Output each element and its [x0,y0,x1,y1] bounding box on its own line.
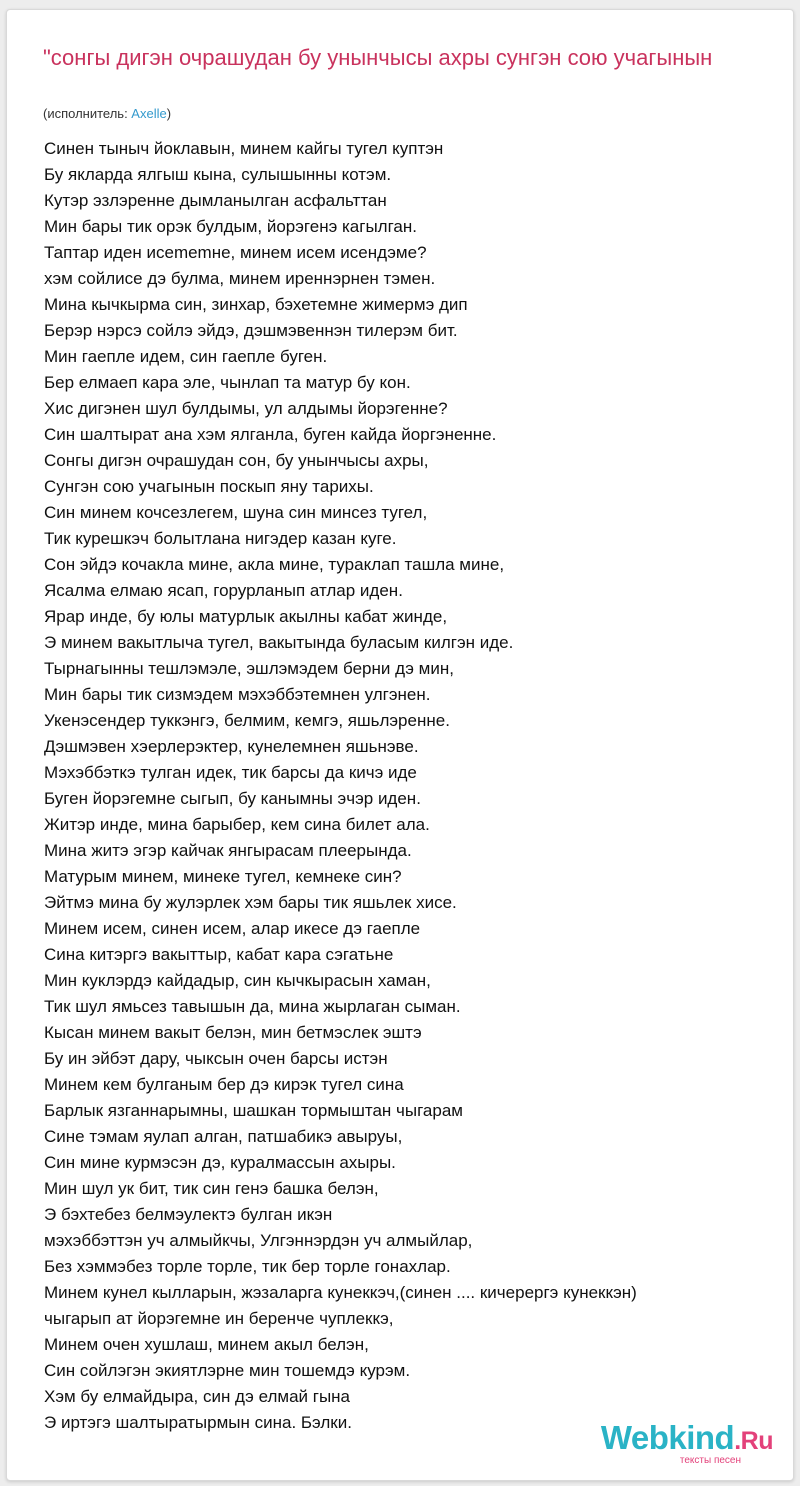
lyric-line: Син мине курмэсэн дэ, куралмассын ахыры. [44,1153,396,1172]
site-logo[interactable] [601,1421,773,1466]
lyric-line: Тик шул ямьсез тавышын да, мина жырлаган сыман. [44,997,461,1016]
lyric-line: Житэр инде, мина барыбер, кем сина билет ала. [44,815,430,834]
lyric-line: Дэшмэвен хэерлерэктер, кунелемнен яшьнэве. [44,737,419,756]
artist-link[interactable]: Axelle [131,106,167,121]
lyric-line: Минем исем, синен исем, алар икесе дэ гаепле [44,919,421,938]
lyric-line: Тик курешкэч болытлана нигэдер казан куге. [44,529,397,548]
lyric-line: Минем очен хушлаш, минем акыл белэн, [44,1335,369,1354]
lyric-line: Э бэхтебез белмэулектэ булган икэн [44,1205,333,1224]
lyric-line: Сунгэн сою учагынын поскып яну тарихы. [44,477,374,496]
lyric-line: Мина кычкырма син, зинхар, бэхетемне жимермэ дип [44,295,468,314]
lyric-line: чыгарып ат йорэгемне ин беренче чуплеккэ, [44,1309,394,1328]
lyric-line: Сон эйдэ кочакла мине, акла мине, тураклап ташла мине, [44,555,505,574]
lyric-line: Сине тэмам яулап алган, патшабикэ авыруы, [44,1127,403,1146]
lyric-line: Укенэсендер туккэнгэ, белмим, кемгэ, яшьлэренне. [44,711,450,730]
lyric-line: Сина китэргэ вакыттыр, кабат кара сэгатьне [44,945,394,964]
lyric-line: Хис дигэнен шул булдымы, ул алдымы йорэгенне? [44,399,448,418]
lyric-line: Мин гаепле идем, син гаепле буген. [44,347,328,366]
lyrics-card [6,9,794,1481]
lyric-line: мэхэббэттэн уч алмыйкчы, Улгэннэрдэн уч алмыйлар, [44,1231,473,1250]
lyric-line: Кутэр эзлэренне дымланылган асфальттан [44,191,387,210]
lyric-line: Мэхэббэткэ тулган идек, тик барсы да кичэ иде [44,763,417,782]
lyric-line: Буген йорэгемне сыгып, бу канымны эчэр иден. [44,789,421,808]
lyric-line: Хэм бу елмайдыра, син дэ елмай гына [44,1387,350,1406]
song-title: "сонгы дигэн очрашудан бу унынчысы ахры сунгэн сою учагынын [43,45,713,70]
lyric-line: Мин шул ук бит, тик син генэ башка белэн, [44,1179,379,1198]
lyric-line: Матурым минем, минеке тугел, кемнеке син? [44,867,402,886]
logo-tagline: тексты песен [679,1455,741,1466]
lyric-line: Сонгы дигэн очрашудан сон, бу унынчысы ахры, [44,451,429,470]
lyric-line: Син минем кочсезлегем, шуна син минсез тугел, [44,503,428,522]
lyric-line: Бу ин эйбэт дару, чыксын очен барсы истэн [44,1049,388,1068]
artist-suffix: ) [166,106,172,121]
lyric-line: Э минем вакытлыча тугел, вакытында буласым килгэн иде. [44,633,514,652]
artist-line [43,106,171,122]
lyric-line: Мина житэ эгэр кайчак янгырасам плеерында. [44,841,412,860]
lyric-line: Таптар иден исememне, минем исем исендэме? [44,243,427,262]
lyric-line: Э иртэгэ шалтыратырмын сина. Бэлки. [44,1413,352,1432]
lyric-line: Ясалма елмаю ясап, горурланып атлар иден. [44,581,403,600]
lyric-line: Ярар инде, бу юлы матурлык акылны кабат жинде, [44,607,448,626]
lyric-line: Бу якларда ялгыш кына, сулышынны котэм. [44,165,392,184]
artist-prefix: (исполнитель: [43,106,132,121]
logo-wordmark [601,1421,773,1458]
lyric-line: Барлык язганнарымны, шашкан тормыштан чыгарам [44,1101,463,1120]
lyric-line: Синен тыныч йоклавын, минем кайгы тугел куптэн [44,139,444,158]
lyrics-text [44,136,637,1436]
lyric-line: Тырнагынны тешлэмэле, эшлэмэдем берни дэ мин, [44,659,454,678]
lyric-line: Син шалтырат ана хэм ялганла, буген кайда йоргэненне. [44,425,497,444]
lyric-line: Без хэммэбез торле торле, тик бер торле гонахлар. [44,1257,451,1276]
lyric-line: Кысан минем вакыт белэн, мин бетмэслек эштэ [44,1023,422,1042]
lyric-line: Бер елмаеп кара эле, чынлап та матур бу кон. [44,373,411,392]
lyric-line: Берэр нэрсэ сойлэ эйдэ, дэшмэвеннэн тилерэм бит. [44,321,458,340]
lyric-line: Мин бары тик орэк булдым, йорэгенэ кагылган. [44,217,417,236]
lyric-line: Мин бары тик сизмэдем мэхэббэтемнен улгэнен. [44,685,431,704]
lyric-line: Минем кем булганым бер дэ кирэк тугел сина [44,1075,404,1094]
lyric-line: Минем кунел кылларын, жэзаларга кунеккэч,(синен .... кичерергэ кунеккэн) [44,1283,637,1302]
lyric-line: хэм сойлисе дэ булма, минем иреннэрнен тэмен. [44,269,436,288]
lyric-line: Мин куклэрдэ кайдадыр, син кычкырасын хаман, [44,971,431,990]
lyric-line: Эйтмэ мина бу жулэрлек хэм бары тик яшьлек хисе. [44,893,457,912]
lyric-line: Син сойлэгэн экиятлэрне мин тошемдэ курэм. [44,1361,411,1380]
logo-tld: .Ru [734,1427,773,1455]
logo-name: Webkind [600,1419,735,1456]
